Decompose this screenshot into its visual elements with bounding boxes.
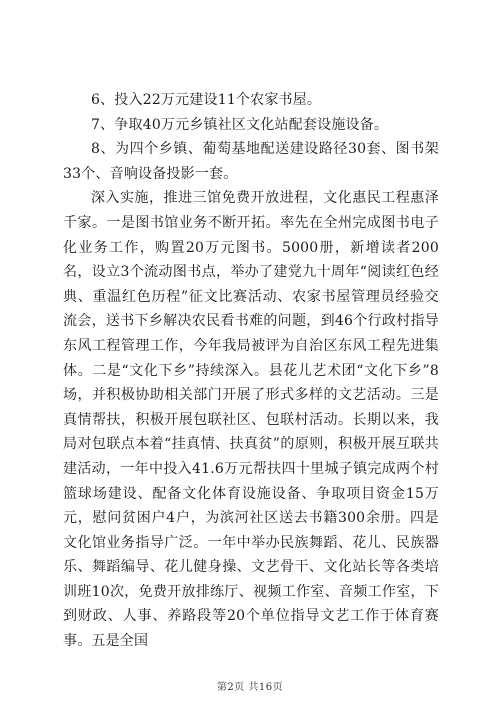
- paragraph-item-6: 6、投入22万元建设11个农家书屋。: [91, 92, 322, 108]
- page-number-footer: 第2页 共16页: [216, 682, 284, 693]
- paragraph-item-8: 8、为四个乡镇、葡萄基地配送建设路径30套、图书架33个、音响设备投影一套。: [63, 141, 439, 182]
- paragraph-item-7: 7、争取40万元乡镇社区文化站配套设施设备。: [91, 116, 389, 133]
- document-body: [63, 88, 439, 654]
- paragraph-main-body: 深入实施，推进三馆免费开放进程，文化惠民工程惠泽千家。一是图书馆业务不断开拓。率先在全州完成图书电子化业务工作，购置20万元图书。5000册，新增读者200名，设立3个流动图书点，举办了建党九十周年“阅读红色经典、重温红色历程”征文比赛活动、农家书屋管理员经验交流会，送书下乡解决农民看书难的问题，到46个行政村指导东风工程管理工作，今年我局被评为自治区东风工程先进集体。二是“文化下乡”持续深入。县花儿艺术团“文化下乡”8场，并积极协助相关部门开展了形式多样的文艺活动。三是真情帮扶，积极开展包联社区、包联村活动。长期以来，我局对包联点本着“挂真情、扶真贫”的原则，积极开展互联共建活动，一年中投入41.6万元帮扶四十里城子镇完成两个村篮球场建设、配备文化体育设施设备、争取项目资金15万元，慰问贫困户4户，为滨河社区送去书籍300余册。四是文化馆业务指导广泛。一年中举办民族舞蹈、花儿、民族器乐、舞蹈编导、花儿健身操、文艺骨干、文化站长等各类培训班10次，免费开放排练厅、视频工作室、音频工作室，下到财政、人事、养路段等20个单位指导文艺工作于体育赛事。五是全国: [63, 190, 439, 650]
